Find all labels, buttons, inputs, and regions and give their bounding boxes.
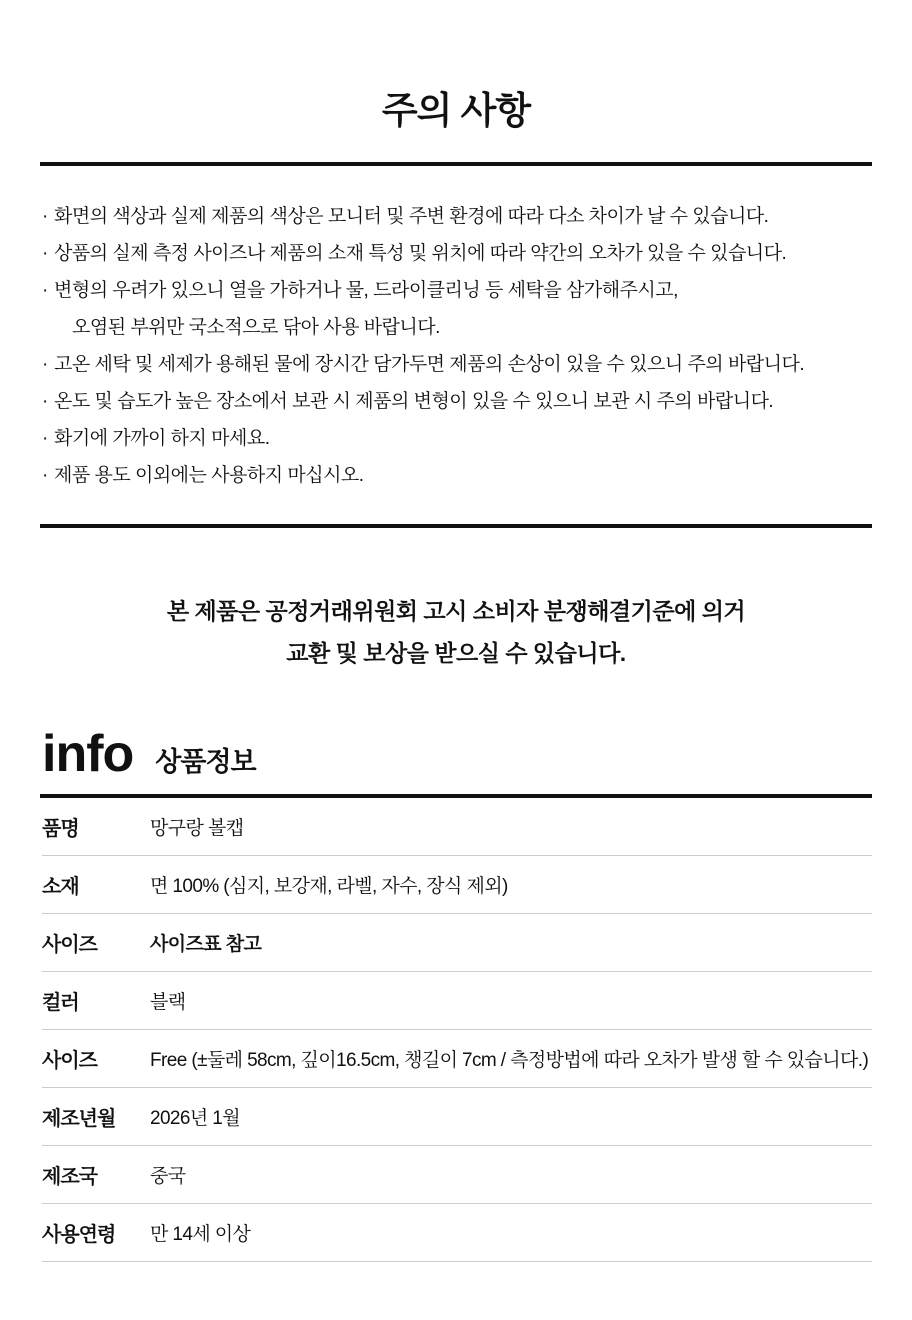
row-label: 제조년월 [42, 1108, 116, 1130]
precaution-item [42, 457, 870, 494]
compensation-notice [0, 590, 912, 674]
precaution-item [42, 235, 870, 272]
bullet-icon: · [42, 391, 48, 412]
row-label: 품명 [42, 818, 79, 840]
row-value: 면 100% (심지, 보강재, 라벨, 자수, 장식 제외) [150, 876, 508, 897]
precaution-text: 화기에 가까이 하지 마세요. [54, 428, 270, 449]
divider-middle [40, 524, 872, 528]
bullet-icon: · [42, 280, 48, 301]
row-label: 사용연령 [42, 1224, 116, 1246]
bullet-icon: · [42, 465, 48, 486]
precaution-item [42, 420, 870, 457]
row-label: 사이즈 [42, 1050, 97, 1072]
table-row [42, 1146, 872, 1204]
precaution-text: 변형의 우려가 있으니 열을 가하거나 물, 드라이클리닝 등 세탁을 삼가해주시고, [54, 280, 678, 301]
row-value: 블랙 [150, 992, 186, 1013]
precaution-text: 상품의 실제 측정 사이즈나 제품의 소재 특성 및 위치에 따라 약간의 오차가 있을 수 있습니다. [54, 243, 787, 264]
precaution-item [42, 346, 870, 383]
info-heading [0, 726, 912, 782]
bullet-icon: · [42, 206, 48, 227]
row-value: 2026년 1월 [150, 1108, 241, 1129]
table-row [42, 798, 872, 856]
precaution-text: 오염된 부위만 국소적으로 닦아 사용 바랍니다. [72, 317, 440, 338]
table-row [42, 914, 872, 972]
table-row [42, 1204, 872, 1262]
row-label: 사이즈 [42, 934, 97, 956]
table-row [42, 1088, 872, 1146]
row-value: 망구랑 볼캡 [150, 818, 244, 839]
table-row [42, 1030, 872, 1088]
info-heading-ko: 상품정보 [155, 747, 256, 777]
precaution-item [42, 198, 870, 235]
precaution-text: 고온 세탁 및 세제가 용해된 물에 장시간 담가두면 제품의 손상이 있을 수 있으니 주의 바랍니다. [54, 354, 805, 375]
table-row [42, 972, 872, 1030]
compensation-notice-line1: 본 제품은 공정거래위원회 고시 소비자 분쟁해결기준에 의거 [166, 598, 746, 624]
precautions-list [0, 198, 912, 494]
row-value: 만 14세 이상 [150, 1224, 251, 1245]
row-label: 컬러 [42, 992, 79, 1014]
precaution-text: 제품 용도 이외에는 사용하지 마십시오. [54, 465, 364, 486]
row-value: Free (±둘레 58cm, 깊이16.5cm, 챙길이 7cm / 측정방법에 따라 오차가 발생 할 수 있습니다.) [150, 1050, 869, 1071]
bullet-icon: · [42, 354, 48, 375]
row-label: 제조국 [42, 1166, 97, 1188]
bullet-icon: · [42, 243, 48, 264]
bullet-icon: · [42, 428, 48, 449]
row-value: 사이즈표 참고 [150, 934, 262, 955]
compensation-notice-line2: 교환 및 보상을 받으실 수 있습니다. [286, 640, 626, 666]
precaution-item [42, 383, 870, 420]
precaution-item-continued [42, 309, 870, 346]
precaution-item [42, 272, 870, 309]
row-value: 중국 [150, 1166, 186, 1187]
precautions-title: 주의 사항 [381, 90, 531, 131]
table-row [42, 856, 872, 914]
precaution-text: 화면의 색상과 실제 제품의 색상은 모니터 및 주변 환경에 따라 다소 차이가 날 수 있습니다. [54, 206, 769, 227]
info-heading-en: info [42, 725, 134, 783]
precaution-text: 온도 및 습도가 높은 장소에서 보관 시 제품의 변형이 있을 수 있으니 보관 시 주의 바랍니다. [54, 391, 774, 412]
divider-top [40, 162, 872, 166]
product-info-table [42, 798, 872, 1262]
row-label: 소재 [42, 876, 79, 898]
